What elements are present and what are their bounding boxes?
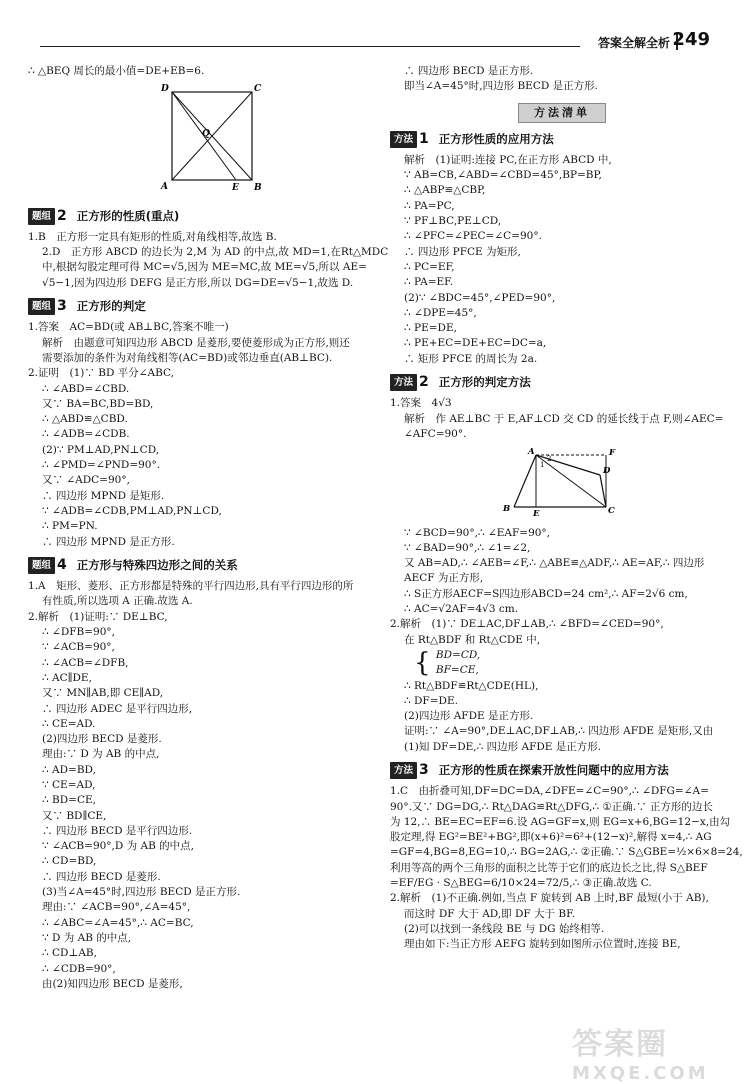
text-line: ∴ ∠PFC=∠PEC=∠C=90°. xyxy=(404,230,542,243)
text-line: ∴ 四边形 BECD 是平行四边形. xyxy=(42,824,193,837)
text-line: 理由:∵ D 为 AB 的中点, xyxy=(42,748,160,761)
fig1-label-1: C xyxy=(254,84,262,95)
text-line: ∴ AC=√2AF=4√3 cm. xyxy=(404,603,519,616)
header-title: 答案全解全析 xyxy=(597,36,670,50)
text-line: √5−1,因为四边形 DEFG 是正方形,所以 DG=DE=√5−1,故选 D. xyxy=(42,276,354,289)
text-line: 2.解析 (1)不正确.例如,当点 F 旋转到 AB 上时,BF 最短(小于 AB), xyxy=(390,892,709,905)
text-line: 2.解析 (1)证明:∵ DE⊥BC, xyxy=(28,610,168,623)
section-3-lines xyxy=(28,320,376,549)
text-line: ∵ ∠ACB=90°,D 为 AB 的中点, xyxy=(42,840,194,853)
method-heading-1 xyxy=(390,131,730,148)
text-line: (2)四边形 BECD 是菱形. xyxy=(42,733,162,746)
page-header xyxy=(40,28,730,56)
fig2-label-7: 1 xyxy=(540,461,545,470)
text-line: ∴ 四边形 BECD 是正方形. xyxy=(404,65,534,77)
left-top-lines xyxy=(28,64,376,79)
text-line: 证明:∵ ∠A=90°,DE⊥AC,DF⊥AB,∴ 四边形 AFDE 是矩形,又由 xyxy=(404,725,714,738)
text-line: ∴ ∠ABC=∠A=45°,∴ AC=BC, xyxy=(42,916,194,929)
fig1-label-4: E xyxy=(232,183,239,193)
method-tag: 方法 xyxy=(390,374,417,391)
text-line: ∴ 四边形 BECD 是菱形. xyxy=(42,870,161,883)
text-line: ∴ Rt△BDF≌Rt△CDE(HL), xyxy=(404,679,539,692)
section-title: 正方形与特殊四边形之间的关系 xyxy=(76,557,238,572)
site-watermark xyxy=(572,1019,742,1084)
text-line: 又∵ BD∥CE, xyxy=(42,809,107,822)
method-list-banner: 方法清单 xyxy=(518,103,606,123)
text-line: 2.解析 (1)∵ DE⊥AC,DF⊥AB,∴ ∠BFD=∠CED=90°, xyxy=(390,618,664,631)
text-line: ∴ ∠PMD=∠PND=90°. xyxy=(42,459,161,472)
text-line: 股定理,得 EG²=BE²+BG²,即(x+6)²=6²+(12−x)²,解得 x=4,∴ AG xyxy=(390,831,712,844)
text-line: ∵ ∠BCD=90°,∴ ∠EAF=90°, xyxy=(404,526,551,539)
section-tag: 题组 xyxy=(28,557,55,574)
method-heading-3 xyxy=(390,762,730,779)
figure-square-dq xyxy=(158,82,268,192)
brace-line-2: BF=CE, xyxy=(435,664,479,677)
text-line: (1)知 DF=DE,∴ 四边形 AFDE 是正方形. xyxy=(404,740,602,753)
method-3-lines xyxy=(390,784,743,952)
brace-line-1: BD=CD, xyxy=(435,648,481,661)
method-title: 正方形的性质在探索开放性问题中的应用方法 xyxy=(438,762,669,777)
text-line: 而这时 DF 大于 AD,即 DF 大于 BF. xyxy=(404,907,576,920)
section-num: 2 xyxy=(57,207,67,224)
fig1-label-5: B xyxy=(254,183,262,193)
text-line: ∴ PA=EF. xyxy=(404,276,454,289)
text-line: 中,根据勾股定理可得 MC=√5,因为 ME=MC,故 ME=√5,所以 AE= xyxy=(42,261,367,274)
text-line: ∵ CE=AD, xyxy=(42,778,96,791)
text-line: ∴ PM=PN. xyxy=(42,520,98,533)
fig1-label-2: Q xyxy=(202,129,210,140)
section-num: 4 xyxy=(57,556,67,573)
method-num: 3 xyxy=(419,761,429,778)
method-title: 正方形的判定方法 xyxy=(438,375,531,390)
text-line: 为 12,∴ BE=EC=EF=6.设 AG=GF=x,则 EG=x+6,BG=12−x,由勾 xyxy=(390,815,731,828)
method-2-lines-a xyxy=(390,396,730,442)
text-line: 利用等高的两个三角形的面积之比等于它们的底边长之比,得 S△BEF xyxy=(390,861,708,874)
watermark-bottom: MXQE.COM xyxy=(572,1063,709,1084)
text-line: ∵ D 为 AB 的中点, xyxy=(42,931,132,944)
text-line: 又∵ BA=BC,BD=BD, xyxy=(42,397,154,410)
fig2-label-1: F xyxy=(609,448,616,459)
method-num: 1 xyxy=(419,130,429,147)
section-heading-4 xyxy=(28,557,376,574)
section-num: 3 xyxy=(57,298,67,315)
fig2-label-6: 2 xyxy=(547,455,552,464)
text-line: ∵ ∠ADB=∠CDB,PM⊥AD,PN⊥CD, xyxy=(42,504,222,517)
fig2-label-0: A xyxy=(528,447,535,458)
text-line: 解析 作 AE⊥BC 于 E,AF⊥CD 交 CD 的延长线于点 F,则∠AEC= xyxy=(404,412,724,425)
text-line: ∴ DF=DE. xyxy=(404,694,458,707)
text-line: 2.证明 (1)∵ BD 平分∠ABC, xyxy=(28,367,174,380)
text-line: ∴ ∠ACB=∠DFB, xyxy=(42,656,129,669)
text-line: AECF 为正方形, xyxy=(404,572,484,585)
text-line: 1.B 正方形一定具有矩形的性质,对角线相等,故选 B. xyxy=(28,230,277,243)
text-line: 有性质,所以选项 A 正确.故选 A. xyxy=(42,595,193,608)
text-line: 又∵ ∠ADC=90°, xyxy=(42,474,130,487)
text-line: ∴ PA=PC, xyxy=(404,199,455,212)
text-line: ∴ △ABD≌△CBD. xyxy=(42,413,128,426)
text-line: 1.A 矩形、菱形、正方形都是特殊的平行四边形,具有平行四边形的所 xyxy=(28,580,354,593)
text-line: 2.D 正方形 ABCD 的边长为 2,M 为 AD 的中点,故 MD=1,在Rt△MDC xyxy=(42,246,389,259)
text-line: ∵ ∠BAD=90°,∴ ∠1=∠2, xyxy=(404,541,531,554)
text-line: (2)可以找到一条线段 BE 与 DG 始终相等. xyxy=(404,922,605,935)
section-heading-2 xyxy=(28,208,376,225)
fig1-label-3: A xyxy=(161,182,168,193)
text-line: 理由:∵ ∠ACB=90°,∠A=45°, xyxy=(42,901,191,914)
page-number: 249 xyxy=(672,29,710,50)
text-line: ∴ S正方形AECF=S四边形ABCD=24 cm²,∴ AF=2√6 cm, xyxy=(404,587,688,600)
text-line: 由(2)知四边形 BECD 是菱形, xyxy=(42,977,183,990)
left-column xyxy=(28,64,389,992)
text-line: ∴ CE=AD. xyxy=(42,717,96,730)
text-line: ∴ ∠DPE=45°, xyxy=(404,306,477,319)
watermark-top: 答案圈 xyxy=(572,1027,668,1062)
text-line: ∴ 矩形 PFCE 的周长为 2a. xyxy=(404,352,538,365)
text-line: ∴ CD⊥AB, xyxy=(42,947,97,960)
text-line: ∴ ∠DFB=90°, xyxy=(42,626,115,639)
text-line: ∵ ∠ACB=90°, xyxy=(42,641,115,654)
text-line: 1.答案 AC=BD(或 AB⊥BC,答案不唯一) xyxy=(28,321,229,334)
header-rule xyxy=(40,46,580,47)
text-line: 1.C 由折叠可知,DF=DC=DA,∠DFE=∠C=90°,∴ ∠DFG=∠A= xyxy=(390,785,709,798)
section-tag: 题组 xyxy=(28,298,55,315)
text-line: ∴ PE+EC=DE+EC=DC=a, xyxy=(404,337,547,350)
text-line: (3)当∠A=45°时,四边形 BECD 是正方形. xyxy=(42,886,241,899)
text-line: (2)∵ ∠BDC=45°,∠PED=90°, xyxy=(404,291,556,304)
section-2-lines xyxy=(28,230,389,291)
method-2-lines-b xyxy=(390,526,730,648)
text-line: ∵ AB=CB,∠ABD=∠CBD=45°,BP=BP, xyxy=(404,169,602,182)
text-line: 90°.又∵ DG=DG,∴ Rt△DAG≌Rt△DFG,∴ ①正确.∵ 正方形的边长 xyxy=(390,800,713,813)
text-line: 在 Rt△BDF 和 Rt△CDE 中, xyxy=(404,633,541,646)
text-line: ∵ PF⊥BC,PE⊥CD, xyxy=(404,215,502,228)
fig2-label-4: E xyxy=(533,509,540,518)
text-line: 解析 由题意可知四边形 ABCD 是菱形,要使菱形成为正方形,则还 xyxy=(42,336,350,349)
text-line: 解析 (1)证明:连接 PC,在正方形 ABCD 中, xyxy=(404,153,612,166)
method-tag: 方法 xyxy=(390,131,417,148)
text-line: ∴ AD=BD, xyxy=(42,763,96,776)
text-line: ∴ 四边形 MPND 是矩形. xyxy=(42,489,165,502)
text-line: ∴ PE=DE, xyxy=(404,322,457,335)
fig1-label-0: D xyxy=(161,84,169,95)
method-num: 2 xyxy=(419,374,429,391)
text-line: ∴ 四边形 MPND 是正方形. xyxy=(42,535,175,548)
text-line: ∴ PC=EF, xyxy=(404,260,455,273)
fig2-label-3: B xyxy=(503,504,511,515)
method-2-lines-c xyxy=(390,679,730,755)
text-line: 1.答案 4√3 xyxy=(390,397,452,410)
fig2-label-2: D xyxy=(603,466,611,477)
text-line: ∠AFC=90°. xyxy=(404,427,467,440)
text-line: ∴ △BEQ 周长的最小值=DE+EB=6. xyxy=(28,65,205,77)
text-line: ∴ ∠ADB=∠CDB. xyxy=(42,428,130,441)
left-brace: { xyxy=(414,648,431,679)
method-1-lines xyxy=(390,153,730,367)
text-line: ∴ 四边形 PFCE 为矩形, xyxy=(404,245,521,258)
text-line: 即当∠A=45°时,四边形 BECD 是正方形. xyxy=(404,80,598,93)
text-line: 需要添加的条件为对角线相等(AC=BD)或邻边垂直(AB⊥BC). xyxy=(42,351,333,364)
brace-lines xyxy=(436,648,480,679)
section-tag: 题组 xyxy=(28,208,55,225)
text-line: ∴ BD=CE, xyxy=(42,794,96,807)
section-heading-3 xyxy=(28,298,376,315)
right-top-lines xyxy=(390,64,730,95)
fig2-label-5: C xyxy=(608,506,615,517)
text-line: ∴ AC∥DE, xyxy=(42,671,92,684)
text-line: ∴ CD=BD, xyxy=(42,855,97,868)
text-line: ∴ ∠ABD=∠CBD. xyxy=(42,382,130,395)
text-line: (2)∵ PM⊥AD,PN⊥CD, xyxy=(42,443,160,456)
method-heading-2 xyxy=(390,374,730,391)
text-line: =EF/EG · S△BEG=6/10×24=72/5,∴ ③正确.故选 C. xyxy=(390,877,652,890)
text-line: (2)四边形 AFDE 是正方形. xyxy=(404,710,534,723)
text-line: ∴ △ABP≌△CBP, xyxy=(404,184,486,197)
text-line: 又 AB=AD,∴ ∠AEB=∠F,∴ △ABE≌△ADF,∴ AE=AF,∴ 四边形 xyxy=(404,557,705,570)
brace-system xyxy=(390,648,730,679)
text-line: ∴ 四边形 ADEC 是平行四边形, xyxy=(42,702,193,715)
right-column xyxy=(390,64,743,953)
text-line: ∴ ∠CDB=90°, xyxy=(42,962,116,975)
text-line: 又∵ MN∥AB,即 CE∥AD, xyxy=(42,687,164,700)
method-title: 正方形性质的应用方法 xyxy=(438,131,554,146)
section-title: 正方形的判定 xyxy=(76,299,146,314)
section-4-lines xyxy=(28,579,376,992)
method-tag: 方法 xyxy=(390,762,417,779)
figure-quadrilateral-abcd xyxy=(500,445,640,517)
text-line: 理由如下:当正方形 AEFG 旋转到如图所示位置时,连接 BE, xyxy=(404,938,681,951)
section-title: 正方形的性质(重点) xyxy=(76,208,180,223)
text-line: =GF=4,BG=8,EG=10,∴ BG=2AG,∴ ②正确.∵ S△GBE=½×6×8=24, xyxy=(390,846,743,859)
